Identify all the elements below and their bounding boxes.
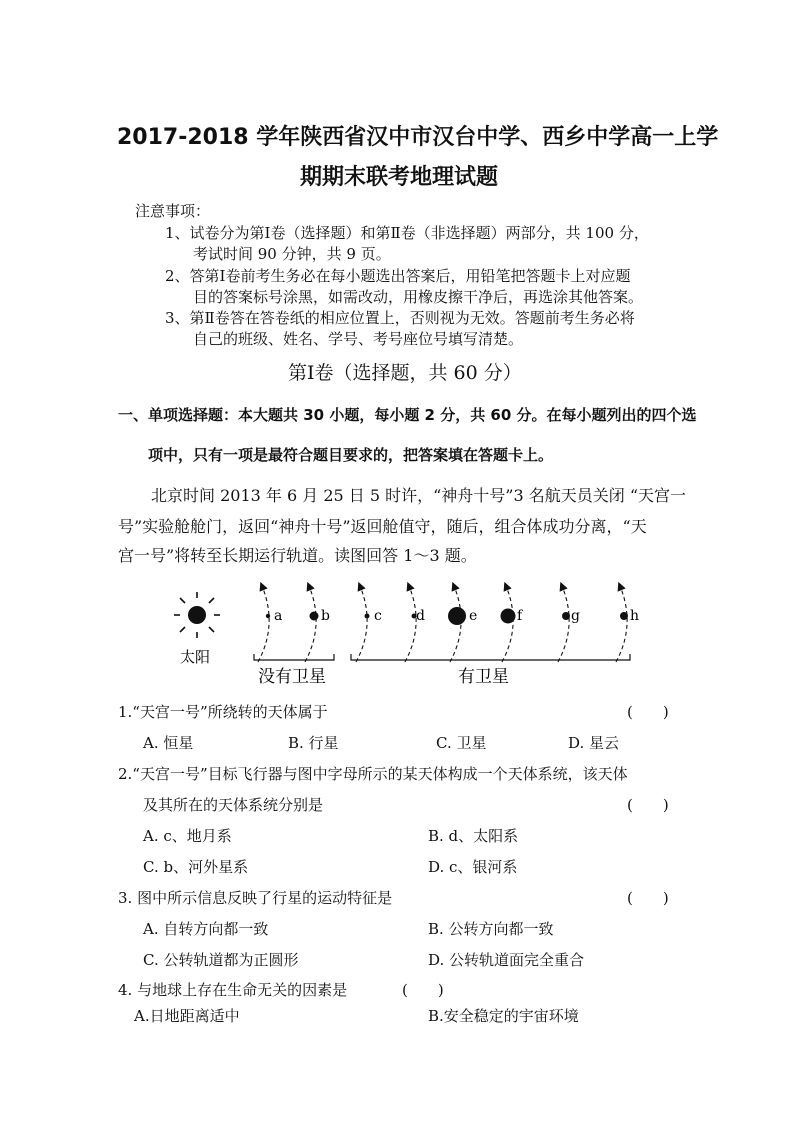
orbit-c (356, 586, 367, 662)
question-4-option-b[interactable]: B.安全稳定的宇宙环境 (428, 1007, 579, 1025)
question-2-option-b[interactable]: B. d、太阳系 (428, 827, 519, 845)
notice-item-1-line2: 考试时间 90 分钟，共 9 页。 (193, 245, 391, 263)
orbit-a (258, 586, 269, 662)
sun-icon (174, 592, 220, 638)
planet-label-g: g (571, 608, 580, 624)
notice-item-1-line1: 1、试卷分为第Ⅰ卷（选择题）和第Ⅱ卷（非选择题）两部分，共 100 分， (165, 224, 649, 242)
question-3-option-d[interactable]: D. 公转轨道面完全重合 (428, 951, 585, 969)
planet-label-h: h (630, 608, 640, 624)
question-2-stem-line2: 及其所在的天体系统分别是 (143, 796, 324, 814)
planet-label-f: f (517, 608, 523, 624)
question-3-option-b[interactable]: B. 公转方向都一致 (428, 920, 554, 938)
planet-label-d: d (416, 608, 425, 624)
question-4-stem: 4. 与地球上存在生命无关的因素是 (118, 981, 348, 999)
passage-line1: 北京时间 2013 年 6 月 25 日 5 时许，“神舟十号”3 名航天员关闭 “天宫一 (151, 486, 687, 505)
planet-label-a: a (274, 608, 283, 624)
section-title: 第Ⅰ卷（选择题，共 60 分） (288, 362, 522, 384)
notice-item-3-line2: 自己的班级、姓名、学号、考号座位号填写清楚。 (193, 330, 524, 348)
planet-label-c: c (374, 608, 382, 624)
question-3-answer-blank[interactable]: ( ) (627, 889, 669, 907)
question-4-answer-blank[interactable]: ( ) (402, 981, 444, 999)
question-2-option-c[interactable]: C. b、河外星系 (143, 858, 249, 876)
question-1-answer-blank[interactable]: ( ) (627, 703, 669, 721)
planet-label-b: b (321, 608, 330, 624)
orbit-h (616, 586, 627, 662)
question-3-option-c[interactable]: C. 公转轨道都为正圆形 (143, 951, 299, 969)
notice-item-2-line2: 目的答案标号涂黑，如需改动，用橡皮擦干净后，再选涂其他答案。 (193, 288, 644, 306)
question-1-stem: 1.“天宫一号”所绕转的天体属于 (118, 703, 328, 721)
question-1-option-a[interactable]: A. 恒星 (143, 734, 194, 752)
solar-system-diagram (0, 570, 794, 700)
question-4-option-a[interactable]: A.日地距离适中 (134, 1007, 240, 1025)
bracket-no-moons (254, 654, 334, 660)
question-2-option-a[interactable]: A. c、地月系 (143, 827, 232, 845)
sun-label: 太阳 (180, 648, 211, 666)
bracket-with-moons (351, 654, 630, 660)
planet-g (562, 612, 570, 620)
notice-item-3-line1: 3、第Ⅱ卷答在答卷纸的相应位置上，否则视为无效。答题前考生务必将 (165, 309, 635, 327)
question-3-option-a[interactable]: A. 自转方向都一致 (143, 920, 269, 938)
planet-f (501, 609, 516, 624)
planet-b (310, 612, 319, 621)
question-1-option-d[interactable]: D. 星云 (568, 734, 620, 752)
orbit-f (502, 586, 513, 662)
question-2-option-d[interactable]: D. c、银河系 (428, 858, 518, 876)
planet-c (365, 614, 370, 619)
notice-item-2-line1: 2、答第Ⅰ卷前考生务必在每小题选出答案后，用铅笔把答题卡上对应题 (165, 267, 631, 285)
part1-instruction-line2: 项中，只有一项是最符合题目要求的，把答案填在答题卡上。 (148, 446, 554, 464)
planet-a (266, 614, 270, 618)
planet-label-e: e (469, 608, 478, 624)
planet-h (620, 612, 628, 620)
passage-line2: 号”实验舱舱门，返回“神舟十号”返回舱值守，随后，组合体成功分离，“天 (118, 517, 647, 536)
label-no-moons: 没有卫星 (258, 667, 326, 687)
question-1-option-c[interactable]: C. 卫星 (436, 734, 487, 752)
notice-heading: 注意事项： (135, 202, 211, 220)
question-2-stem-line1: 2.“天宫一号”目标飞行器与图中字母所示的某天体构成一个天体系统，该天体 (118, 765, 628, 783)
label-with-moons: 有卫星 (458, 667, 509, 687)
planet-e (448, 607, 466, 625)
orbit-b (305, 586, 316, 662)
page-title-line2: 期期末联考地理试题 (300, 165, 499, 190)
part1-instruction-line1: 一、单项选择题：本大题共 30 小题，每小题 2 分，共 60 分。在每小题列出的四个选 (118, 406, 697, 424)
orbit-g (558, 586, 569, 662)
passage-line3: 宫一号”将转至长期运行轨道。读图回答 1～3 题。 (118, 546, 477, 565)
orbit-d (405, 586, 416, 662)
question-2-answer-blank[interactable]: ( ) (627, 796, 669, 814)
page-title-line1: 2017-2018 学年陕西省汉中市汉台中学、西乡中学高一上学 (117, 125, 719, 150)
question-1-option-b[interactable]: B. 行星 (288, 734, 339, 752)
question-3-stem: 3. 图中所示信息反映了行星的运动特征是 (118, 889, 393, 907)
